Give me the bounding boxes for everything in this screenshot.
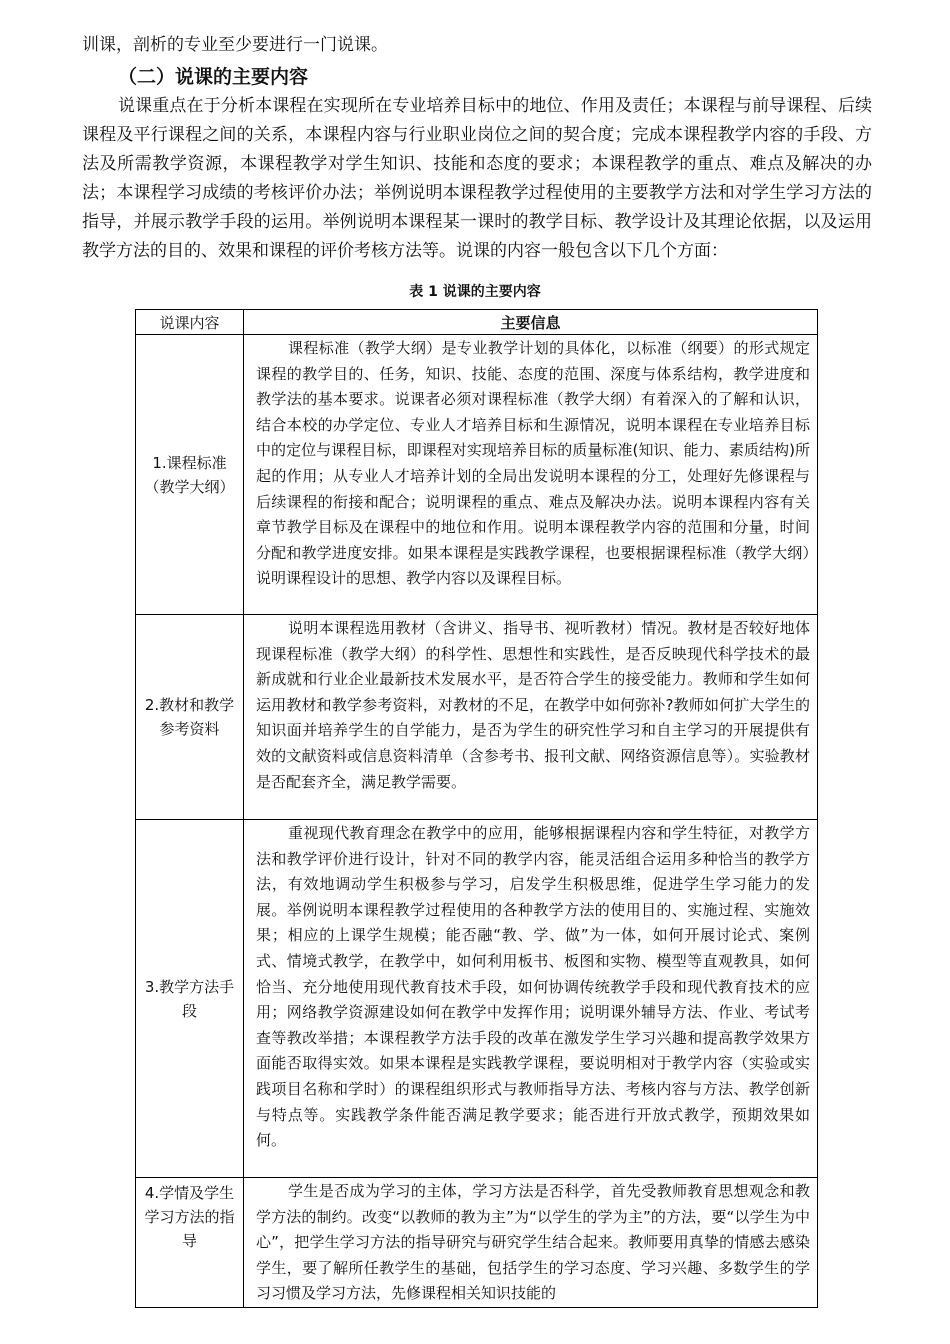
section-heading: （二）说课的主要内容: [118, 66, 309, 88]
row-content: 说明本课程选用教材（含讲义、指导书、视听教材）情况。教材是否较好地体现课程标准（教学大纲）的科学性、思想性和实践性，是否反映现代科学技术的最新成就和行业企业最新技术发展水平，是否符合学生的接受能力。教师和学生如何运用教材和教学参考资料，对教材的不足，在教学中如何弥补?教师如何扩大学生的知识面并培养学生的自学能力，是否为学生的研究性学习和自主学习的开展提供有效的文献资料或信息资料清单（含参考书、报刊文献、网络资源信息等）。实验教材是否配套齐全，满足教学需要。: [244, 615, 818, 820]
row-content: 学生是否成为学习的主体，学习方法是否科学，首先受教师教育思想观念和教学方法的制约。改变“以教师的教为主”为“以学生的学为主”的方法，要“以学生为中心”，把学生学习方法的指导研究与研究学生结合起来。教师要用真挚的情感去感染学生，要了解所任教学生的基础，包括学生的学习态度、学习兴趣、多数学生的学习习惯及学习方法，先修课程相关知识技能的: [244, 1178, 818, 1308]
content-table: [135, 309, 818, 1308]
row-label: 3.教学方法手段: [136, 820, 244, 1178]
body-paragraph: 说课重点在于分析本课程在实现所在专业培养目标中的地位、作用及责任；本课程与前导课程、后续课程及平行课程之间的关系，本课程内容与行业职业岗位之间的契合度；完成本课程教学内容的手段、方法及所需教学资源，本课程教学对学生知识、技能和态度的要求；本课程教学的重点、难点及解决的办法；本课程学习成绩的考核评价办法；举例说明本课程教学过程使用的主要教学方法和对学生学习方法的指导，并展示教学手段的运用。举例说明本课程某一课时的教学目标、教学设计及其理论依据，以及运用教学方法的目的、效果和课程的评价考核方法等。说课的内容一般包含以下几个方面：: [82, 96, 872, 261]
row-label: 1.课程标准（教学大纲）: [136, 335, 244, 615]
row-label: 4.学情及学生学习方法的指导: [136, 1178, 244, 1308]
table-header-row: [136, 310, 818, 335]
header-cell-info: 主要信息: [244, 310, 818, 335]
row-label: 2.教材和教学参考资料: [136, 615, 244, 820]
table-row: [136, 615, 818, 820]
table-row: [136, 820, 818, 1178]
table-caption: 表 1 说课的主要内容: [409, 284, 541, 300]
row-content: 重视现代教育理念在教学中的应用，能够根据课程内容和学生特征，对教学方法和教学评价进行设计，针对不同的教学内容，能灵活组合运用多种恰当的教学方法，有效地调动学生积极参与学习，启发学生积极思维，促进学生学习能力的发展。举例说明本课程教学过程使用的各种教学方法的使用目的、实施过程、实施效果；相应的上课学生规模；能否融“教、学、做”为一体，如何开展讨论式、案例式、情境式教学，在教学中，如何利用板书、板图和实物、模型等直观教具，如何恰当、充分地使用现代教育技术手段，如何协调传统教学手段和现代教育技术的应用；网络教学资源建设如何在教学中发挥作用；说明课外辅导方法、作业、考试考查等教改举措；本课程教学方法手段的改革在激发学生学习兴趣和提高教学效果方面能否取得实效。如果本课程是实践教学课程，要说明相对于教学内容（实验或实践项目名称和学时）的课程组织形式与教师指导方法、考核内容与方法、教学创新与特点等。实践教学条件能否满足教学要求；能否进行开放式教学，预期效果如何。: [244, 820, 818, 1178]
header-cell-category: 说课内容: [136, 310, 244, 335]
table-row: [136, 335, 818, 615]
table-row: [136, 1178, 818, 1308]
intro-line: 训课，剖析的专业至少要进行一门说课。: [82, 35, 388, 55]
row-content: 课程标准（教学大纲）是专业教学计划的具体化，以标准（纲要）的形式规定课程的教学目的、任务，知识、技能、态度的范围、深度与体系结构，教学进度和教学法的基本要求。说课者必须对课程标准（教学大纲）有着深入的了解和认识，结合本校的办学定位、专业人才培养目标和生源情况，说明本课程在专业培养目标中的定位与课程目标，即课程对实现培养目标的质量标准(知识、能力、素质结构)所起的作用；从专业人才培养计划的全局出发说明本课程的分工，处理好先修课程与后续课程的衔接和配合；说明课程的重点、难点及解决办法。说明本课程内容有关章节教学目标及在课程中的地位和作用。说明本课程教学内容的范围和分量，时间分配和教学进度安排。如果本课程是实践教学课程，也要根据课程标准（教学大纲）说明课程设计的思想、教学内容以及课程目标。: [244, 335, 818, 615]
